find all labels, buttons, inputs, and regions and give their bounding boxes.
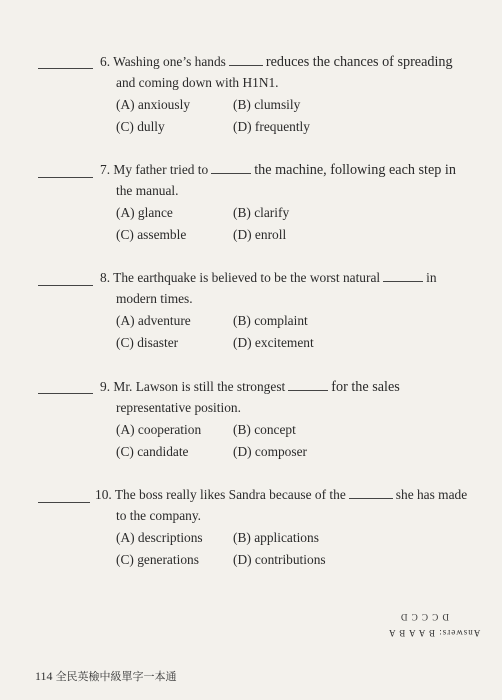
question-text-line2: and coming down with H1N1.	[116, 75, 279, 90]
inline-blank	[349, 486, 393, 499]
question-text: in	[426, 270, 437, 285]
option-a: (A) descriptions	[116, 530, 203, 545]
option-b: (B) clarify	[233, 205, 290, 220]
option-a: (A) cooperation	[116, 422, 202, 437]
option-d: (D) enroll	[233, 227, 287, 242]
question-text-line2: to the company.	[116, 508, 202, 523]
option-d: (D) contributions	[233, 552, 326, 567]
option-c: (C) generations	[116, 552, 199, 567]
question-text-line2: modern times.	[116, 291, 193, 306]
question-number: 10.	[95, 487, 112, 502]
question-number: 7.	[100, 162, 111, 177]
option-c: (C) dully	[116, 119, 165, 134]
option-d: (D) frequently	[233, 119, 310, 134]
answer-blank[interactable]	[38, 285, 93, 286]
answer-blank[interactable]	[38, 68, 93, 69]
question-text: Mr. Lawson is still the strongest	[113, 379, 286, 394]
question-text: she has made	[395, 487, 468, 502]
option-b: (B) concept	[233, 422, 296, 437]
question-number: 9.	[100, 379, 111, 394]
option-b: (B) applications	[233, 530, 319, 545]
option-b: (B) complaint	[233, 313, 308, 328]
question-text-line2: the manual.	[116, 183, 179, 198]
option-c: (C) disaster	[116, 335, 179, 350]
question-text: reduces the chances of spreading	[265, 54, 453, 70]
option-a: (A) anxiously	[116, 97, 191, 112]
option-a: (A) glance	[116, 205, 173, 220]
option-b: (B) clumsily	[233, 97, 301, 112]
option-c: (C) candidate	[116, 444, 189, 459]
answer-key-row2: Answers: B A A B A	[388, 628, 481, 638]
question-text: My father tried to	[113, 162, 209, 177]
option-c: (C) assemble	[116, 227, 187, 242]
option-d: (D) excitement	[233, 335, 314, 350]
inline-blank	[229, 53, 263, 66]
page-number: 114	[35, 669, 53, 683]
inline-blank	[383, 269, 423, 282]
answer-blank[interactable]	[38, 393, 93, 394]
answer-key-row1: D C C C D	[400, 612, 450, 622]
option-a: (A) adventure	[116, 313, 191, 328]
question-text: The earthquake is believed to be the worst natural	[113, 270, 381, 285]
option-d: (D) composer	[233, 444, 307, 459]
answer-blank[interactable]	[38, 177, 93, 178]
question-text: Washing one’s hands	[113, 54, 226, 69]
question-text: the machine, following each step in	[254, 162, 456, 178]
question-text-line2: representative position.	[116, 400, 241, 415]
book-title: 全民英檢中級單字一本通	[55, 670, 177, 683]
question-text: The boss really likes Sandra because of the	[114, 487, 346, 502]
question-text: for the sales	[331, 379, 400, 395]
question-number: 6.	[100, 54, 111, 69]
page-footer	[35, 668, 177, 684]
inline-blank	[288, 378, 328, 391]
question-number: 8.	[100, 270, 111, 285]
answer-blank[interactable]	[38, 502, 90, 503]
inline-blank	[211, 161, 251, 174]
